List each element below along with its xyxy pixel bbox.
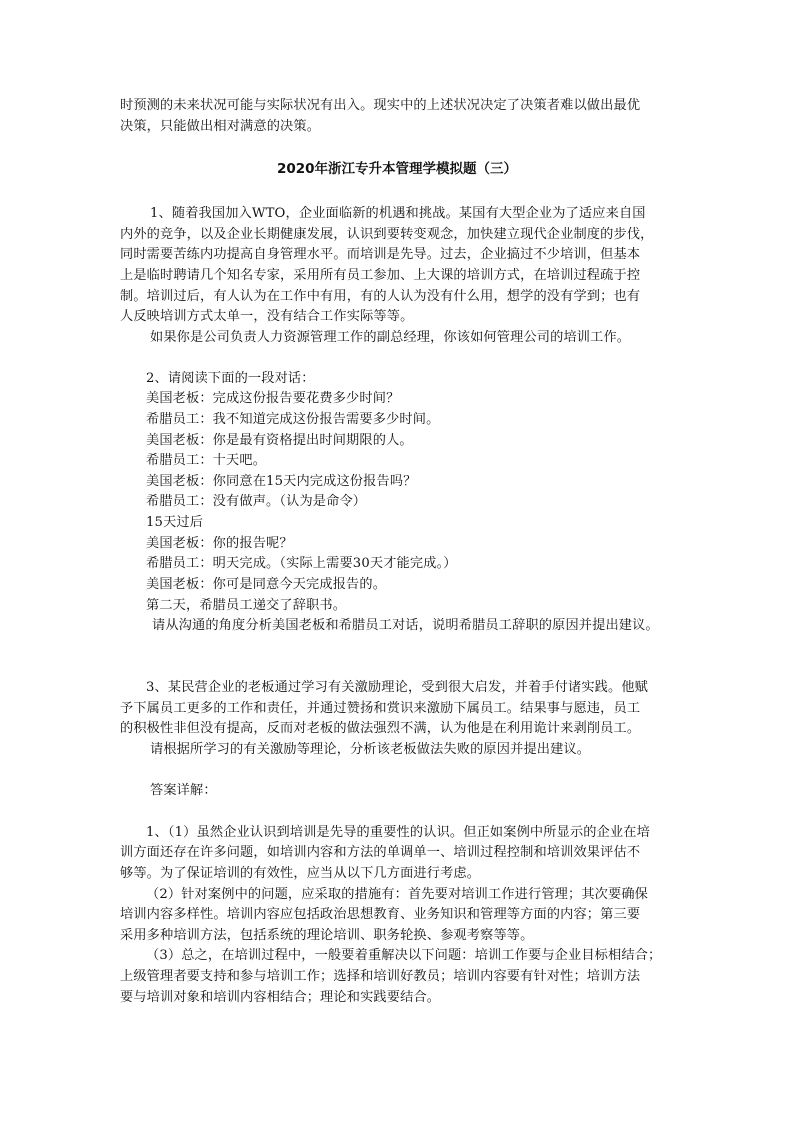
intro-line: 决策，只能做出相对满意的决策。 [120, 119, 321, 134]
q1-line: 人反映培训方式太单一，没有结合工作实际等等。 [120, 309, 414, 324]
answer-line: 采用多种培训方法，包括系统的理论培训、职务轮换、参观考察等等。 [120, 928, 534, 943]
dialogue-line: 希腊员工：我不知道完成这份报告需要多少时间。 [146, 412, 440, 427]
q1-line: 上是临时聘请几个知名专家，采用所有员工参加、上大课的培训方式，在培训过程疏于控 [120, 268, 641, 283]
dialogue-line: 希腊员工：明天完成。（实际上需要30天才能完成。） [146, 556, 457, 571]
q3-line: 3、某民营企业的老板通过学习有关激励理论，受到很大启发，并着手付诸实践。他赋 [146, 680, 649, 695]
q1-line: 同时需要苦练内功提高自身管理水平。而培训是先导。过去，企业搞过不少培训，但基本 [120, 247, 641, 262]
answer-line: 上级管理者要支持和参与培训工作；选择和培训好教员；培训内容要有针对性；培训方法 [120, 969, 641, 984]
q1-line: 内外的竞争，以及企业长期健康发展，认识到要转变观念，加快建立现代企业制度的步伐， [120, 227, 654, 242]
q3-line: 予下属员工更多的工作和责任，并通过赞扬和赏识来激励下属员工。结果事与愿违，员工 [120, 701, 641, 716]
q3-question: 请根据所学习的有关激励等理论，分析该老板做法失败的原因并提出建议。 [150, 742, 591, 757]
dialogue-line: 美国老板：完成这份报告要花费多少时间？ [146, 391, 400, 406]
dialogue-line: 美国老板：你可是同意今天完成报告的。 [146, 577, 387, 592]
q1-question: 如果你是公司负责人力资源管理工作的副总经理，你该如何管理公司的培训工作。 [150, 330, 631, 345]
page-title: 2020年浙江专升本管理学模拟题（三） [276, 161, 518, 177]
dialogue-line: 美国老板：你同意在15天内完成这份报告吗？ [146, 474, 417, 489]
q2-question: 请从沟通的角度分析美国老板和希腊员工对话，说明希腊员工辞职的原因并提出建议。 [152, 618, 659, 633]
dialogue-line: 希腊员工：十天吧。 [146, 453, 267, 468]
dialogue-line: 希腊员工：没有做声。（认为是命令） [146, 494, 367, 509]
dialogue-line: 15天过后 [146, 515, 204, 530]
answer-line: （3）总之，在培训过程中，一般要着重解决以下问题：培训工作要与企业目标相结合； [146, 948, 662, 963]
dialogue-line: 美国老板：你是最有资格提出时间期限的人。 [146, 433, 413, 448]
dialogue-line: 美国老板：你的报告呢？ [146, 536, 293, 551]
q1-line: 制。培训过后，有人认为在工作中有用，有的人认为没有什么用，想学的没有学到；也有 [120, 289, 641, 304]
answer-line: 培训内容多样性。培训内容应包括政治思想教育、业务知识和管理等方面的内容；第三要 [120, 907, 641, 922]
dialogue-line: 第二天，希腊员工递交了辞职书。 [146, 598, 347, 613]
answer-line: 1、（1）虽然企业认识到培训是先导的重要性的认识。但正如案例中所显示的企业在培 [146, 825, 650, 840]
answers-heading: 答案详解： [150, 783, 217, 798]
q1-line: 1、随着我国加入WTO，企业面临新的机遇和挑战。某国有大型企业为了适应来自国 [150, 206, 646, 221]
q3-line: 的积极性非但没有提高，反而对老板的做法强烈不满，认为他是在利用诡计来剥削员工。 [120, 721, 641, 736]
q2-line: 2、请阅读下面的一段对话： [146, 371, 315, 386]
answer-line: （2）针对案例中的问题，应采取的措施有：首先要对培训工作进行管理；其次要确保 [146, 887, 649, 902]
intro-line: 时预测的未来状况可能与实际状况有出入。现实中的上述状况决定了决策者难以做出最优 [120, 98, 641, 113]
answer-line: 要与培训对象和培训内容相结合；理论和实践要结合。 [120, 990, 441, 1005]
answer-line: 训方面还存在许多问题，如培训内容和方法的单调单一、培训过程控制和培训效果评估不 [120, 845, 641, 860]
answer-line: 够等。为了保证培训的有效性，应当从以下几方面进行考虑。 [120, 866, 481, 881]
